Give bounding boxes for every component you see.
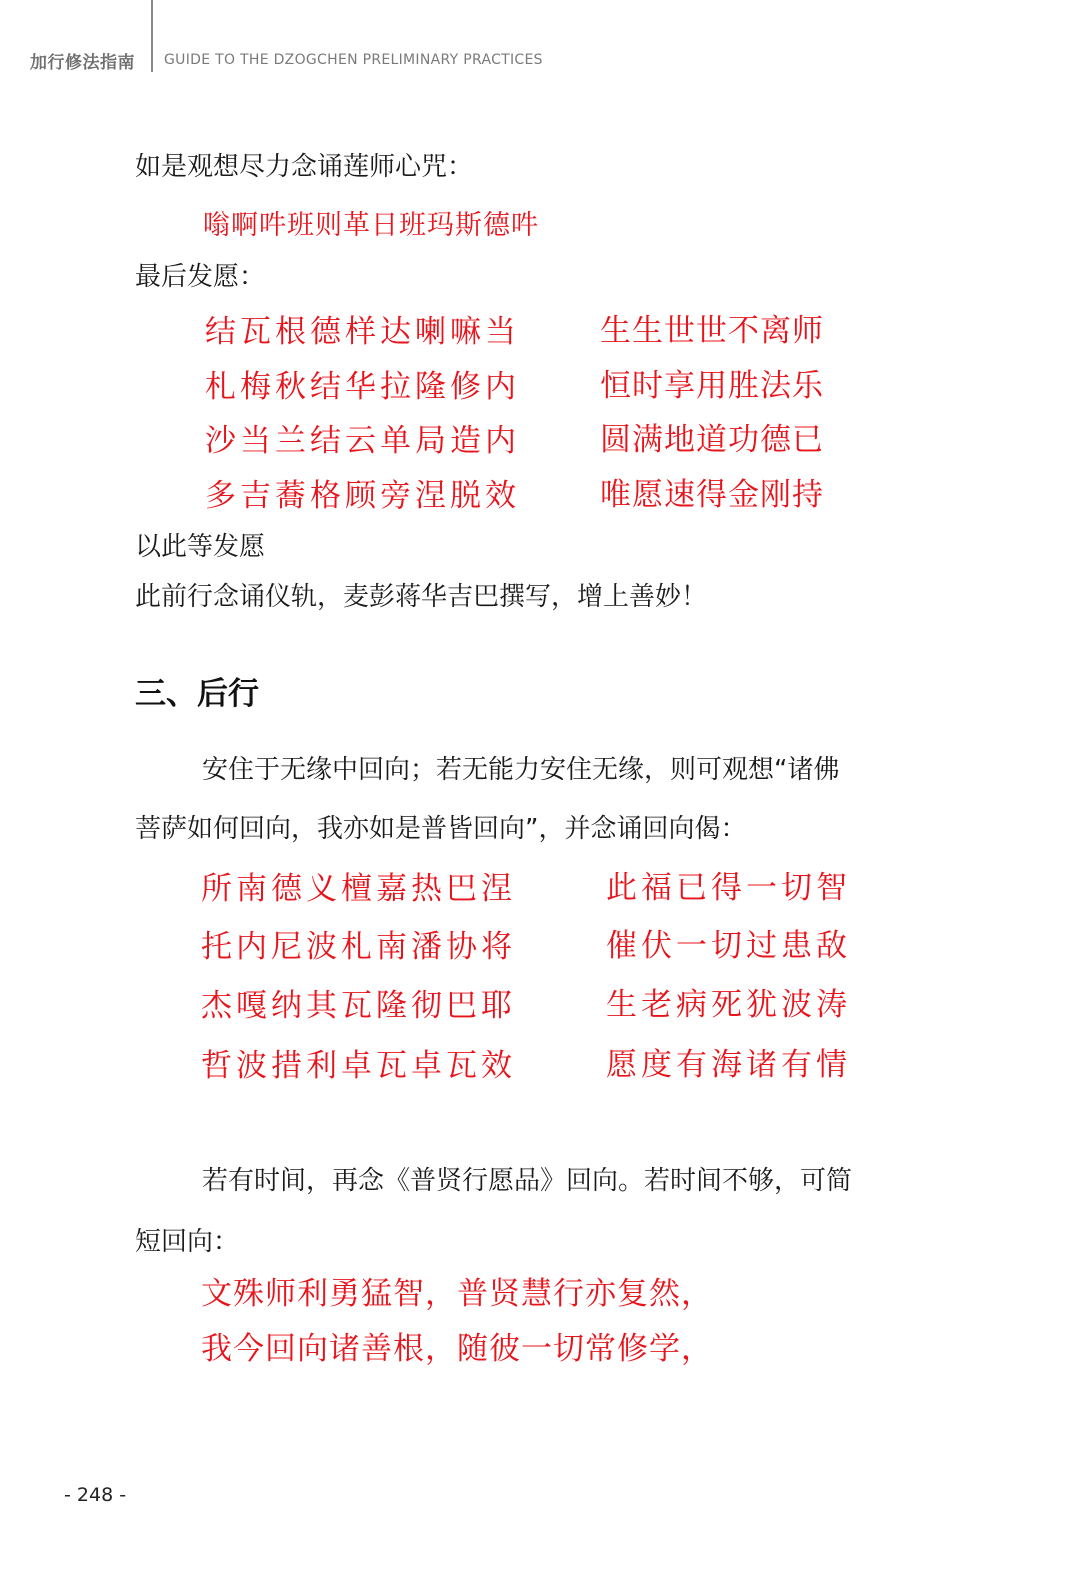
- short-verse-line-1: 文殊师利勇猛智，普贤慧行亦复然，: [201, 1276, 713, 1312]
- dedication-left-3: 杰嘎纳其瓦隆彻巴耶: [201, 988, 516, 1024]
- aspiration-closing-2: 此前行念诵仪轨，麦彭蒋华吉巴撰写，增上善妙！: [135, 582, 708, 612]
- aspiration-right-2: 恒时享用胜法乐: [600, 368, 824, 404]
- aspiration-left-3: 沙当兰结云单局造内: [205, 423, 520, 459]
- dedication-para-line-2: 菩萨如何回向，我亦如是普皆回向”，并念诵回向偈：: [135, 814, 747, 844]
- dedication-right-4: 愿度有海诸有情: [606, 1047, 851, 1083]
- aspiration-left-1: 结瓦根德样达喇嘛当: [205, 314, 520, 350]
- header-title-en: GUIDE TO THE DZOGCHEN PRELIMINARY PRACTICES: [164, 52, 543, 68]
- section-heading: 三、后行: [135, 676, 259, 712]
- short-verse-line-2: 我今回向诸善根，随彼一切常修学，: [201, 1331, 713, 1367]
- short-dedication-para-line-1: 若有时间，再念《普贤行愿品》回向。若时间不够，可简: [202, 1166, 853, 1196]
- dedication-left-1: 所南德义檀嘉热巴涅: [201, 871, 516, 907]
- dedication-left-2: 托内尼波札南潘协将: [201, 929, 516, 965]
- aspiration-left-2: 札梅秋结华拉隆修内: [205, 369, 520, 405]
- dedication-para-line-1: 安住于无缘中回向；若无能力安住无缘，则可观想“诸佛: [202, 755, 840, 785]
- aspiration-right-3: 圆满地道功德已: [600, 422, 824, 458]
- dedication-right-2: 催伏一切过患敌: [606, 928, 851, 964]
- page-number: - 248 -: [64, 1484, 127, 1506]
- aspiration-left-4: 多吉蕎格顾旁涅脱效: [205, 478, 520, 514]
- aspiration-right-4: 唯愿速得金刚持: [600, 477, 824, 513]
- aspiration-label: 最后发愿：: [135, 262, 266, 292]
- dedication-right-1: 此福已得一切智: [606, 870, 851, 906]
- intro-line: 如是观想尽力念诵莲师心咒：: [135, 152, 474, 182]
- running-header: [0, 0, 1080, 80]
- header-divider: [151, 0, 153, 72]
- aspiration-closing-1: 以此等发愿: [135, 532, 266, 562]
- mantra: 嗡啊吽班则革日班玛斯德吽: [203, 210, 539, 241]
- aspiration-right-1: 生生世世不离师: [600, 313, 824, 349]
- short-dedication-para-line-2: 短回向：: [135, 1227, 240, 1257]
- dedication-right-3: 生老病死犹波涛: [606, 987, 851, 1023]
- header-title-cn: 加行修法指南: [30, 53, 135, 73]
- dedication-left-4: 哲波措利卓瓦卓瓦效: [201, 1048, 516, 1084]
